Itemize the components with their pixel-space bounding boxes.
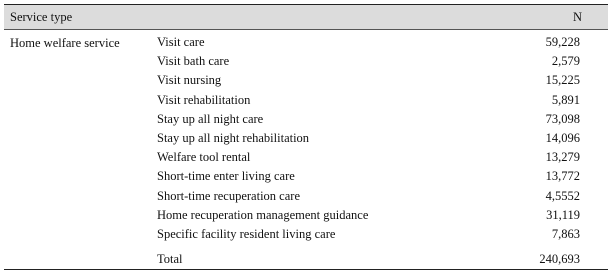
header-service-type: Service type [10,10,73,24]
table-row [4,148,608,167]
row-service-name: Visit care [157,35,205,49]
row-service-name: Stay up all night care [157,111,264,126]
row-service-name: Home recuperation management guidance [157,207,369,222]
row-service-name: Welfare tool rental [157,150,251,165]
row-count: 31,119 [546,207,580,222]
row-count: 15,225 [545,73,580,88]
table-row [4,167,608,186]
group-label: Home welfare service [10,36,120,50]
row-count: 2,579 [551,54,580,69]
row-service-name: Visit rehabilitation [157,92,251,107]
total-label: Total [157,252,183,267]
row-service-name: Stay up all night rehabilitation [157,130,310,145]
table-row [4,71,608,90]
row-count: 7,863 [551,226,580,241]
total-row [4,247,608,269]
table-body [4,30,608,269]
row-service-name: Specific facility resident living care [157,226,336,241]
table-row [4,225,608,244]
row-count: 4,5552 [545,188,580,203]
row-count: 13,772 [545,169,580,184]
row-count: 73,098 [545,111,580,126]
table-row [4,33,608,52]
row-service-name: Short-time recuperation care [157,188,300,203]
table-row [4,52,608,71]
table-row [4,187,608,206]
row-service-name: Visit bath care [157,54,230,69]
table-row [4,91,608,110]
row-count: 13,279 [545,150,580,165]
service-table [4,4,608,270]
table-header [4,5,608,30]
row-service-name: Short-time enter living care [157,169,295,184]
header-n: N [572,10,582,24]
row-count: 5,891 [551,92,580,107]
table-row [4,129,608,148]
row-count: 59,228 [545,35,580,49]
table-row [4,110,608,129]
table-row [4,206,608,225]
total-value: 240,693 [539,252,580,267]
row-service-name: Visit nursing [157,73,222,88]
rows-container [4,33,608,244]
row-count: 14,096 [545,130,580,145]
bottom-rule [4,269,608,270]
